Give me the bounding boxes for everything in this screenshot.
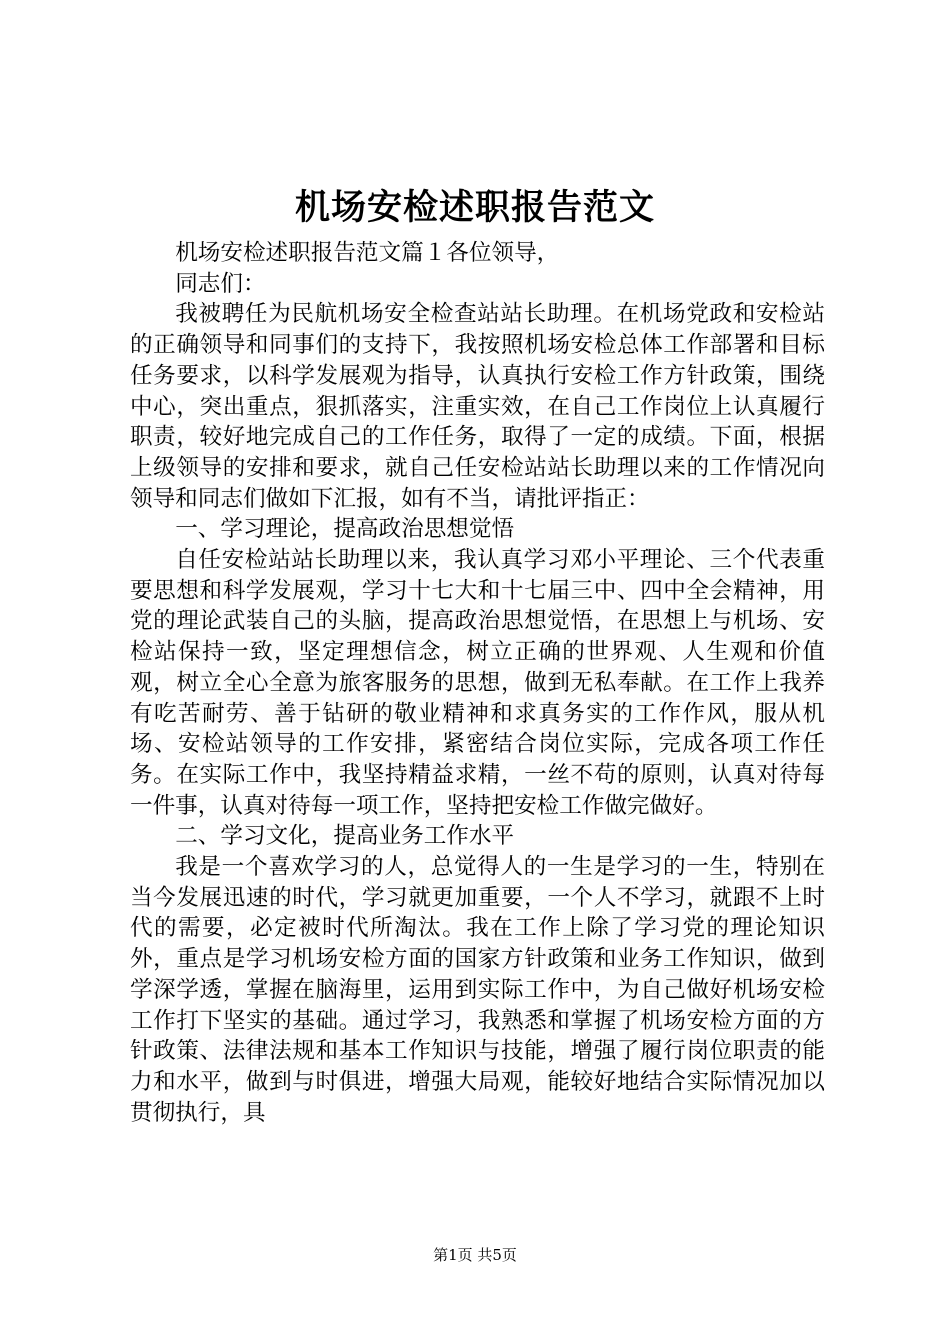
section-heading-1: 一、学习理论，提高政治思想觉悟 [175, 516, 515, 543]
document-title: 机场安检述职报告范文 [294, 187, 655, 228]
section-heading-2: 二、学习文化，提高业务工作水平 [175, 823, 515, 850]
document-body [130, 238, 825, 1128]
paragraph-greeting: 机场安检述职报告范文篇１各位领导， [175, 240, 560, 266]
page-footer: 第1页 共5页 [433, 1246, 517, 1264]
paragraph-salutation: 同志们： [175, 270, 266, 297]
paragraph-section-2: 我是一个喜欢学习的人，总觉得人的一生是学习的一生，特别在当今发展迅速的时代，学习就更加重要，一个人不学习，就跟不上时代的需要，必定被时代所淘汰。我在工作上除了学习党的理论知识外，重点是学习机场安检方面的国家方针政策和业务工作知识，做到学深学透，掌握在脑海里，运用到实际工作中，为自己做好机场安检工作打下坚实的基础。通过学习，我熟悉和掌握了机场安检方面的方针政策、法律法规和基本工作知识与技能，增强了履行岗位职责的能力和水平，做到与时俱进，增强大局观，能较好地结合实际情况加以贯彻执行，具 [130, 854, 825, 1126]
paragraph-section-1: 自任安检站站长助理以来，我认真学习邓小平理论、三个代表重要思想和科学发展观，学习十七大和十七届三中、四中全会精神，用党的理论武装自己的头脑，提高政治思想觉悟，在思想上与机场、安检站保持一致，坚定理想信念，树立正确的世界观、人生观和价值观，树立全心全意为旅客服务的思想，做到无私奉献。在工作上我养有吃苦耐劳、善于钻研的敬业精神和求真务实的工作作风，服从机场、安检站领导的工作安排，紧密结合岗位实际，完成各项工作任务。在实际工作中，我坚持精益求精，一丝不苟的原则，认真对待每一件事，认真对待每一项工作，坚持把安检工作做完做好。 [130, 547, 825, 819]
paragraph-intro: 我被聘任为民航机场安全检查站站长助理。在机场党政和安检站的正确领导和同事们的支持下，我按照机场安检总体工作部署和目标任务要求，以科学发展观为指导，认真执行安检工作方针政策，围绕中心，突出重点，狠抓落实，注重实效，在自己工作岗位上认真履行职责，较好地完成自己的工作任务，取得了一定的成绩。下面，根据上级领导的安排和要求，就自己任安检站站长助理以来的工作情况向领导和同志们做如下汇报，如有不当，请批评指正： [130, 301, 825, 512]
